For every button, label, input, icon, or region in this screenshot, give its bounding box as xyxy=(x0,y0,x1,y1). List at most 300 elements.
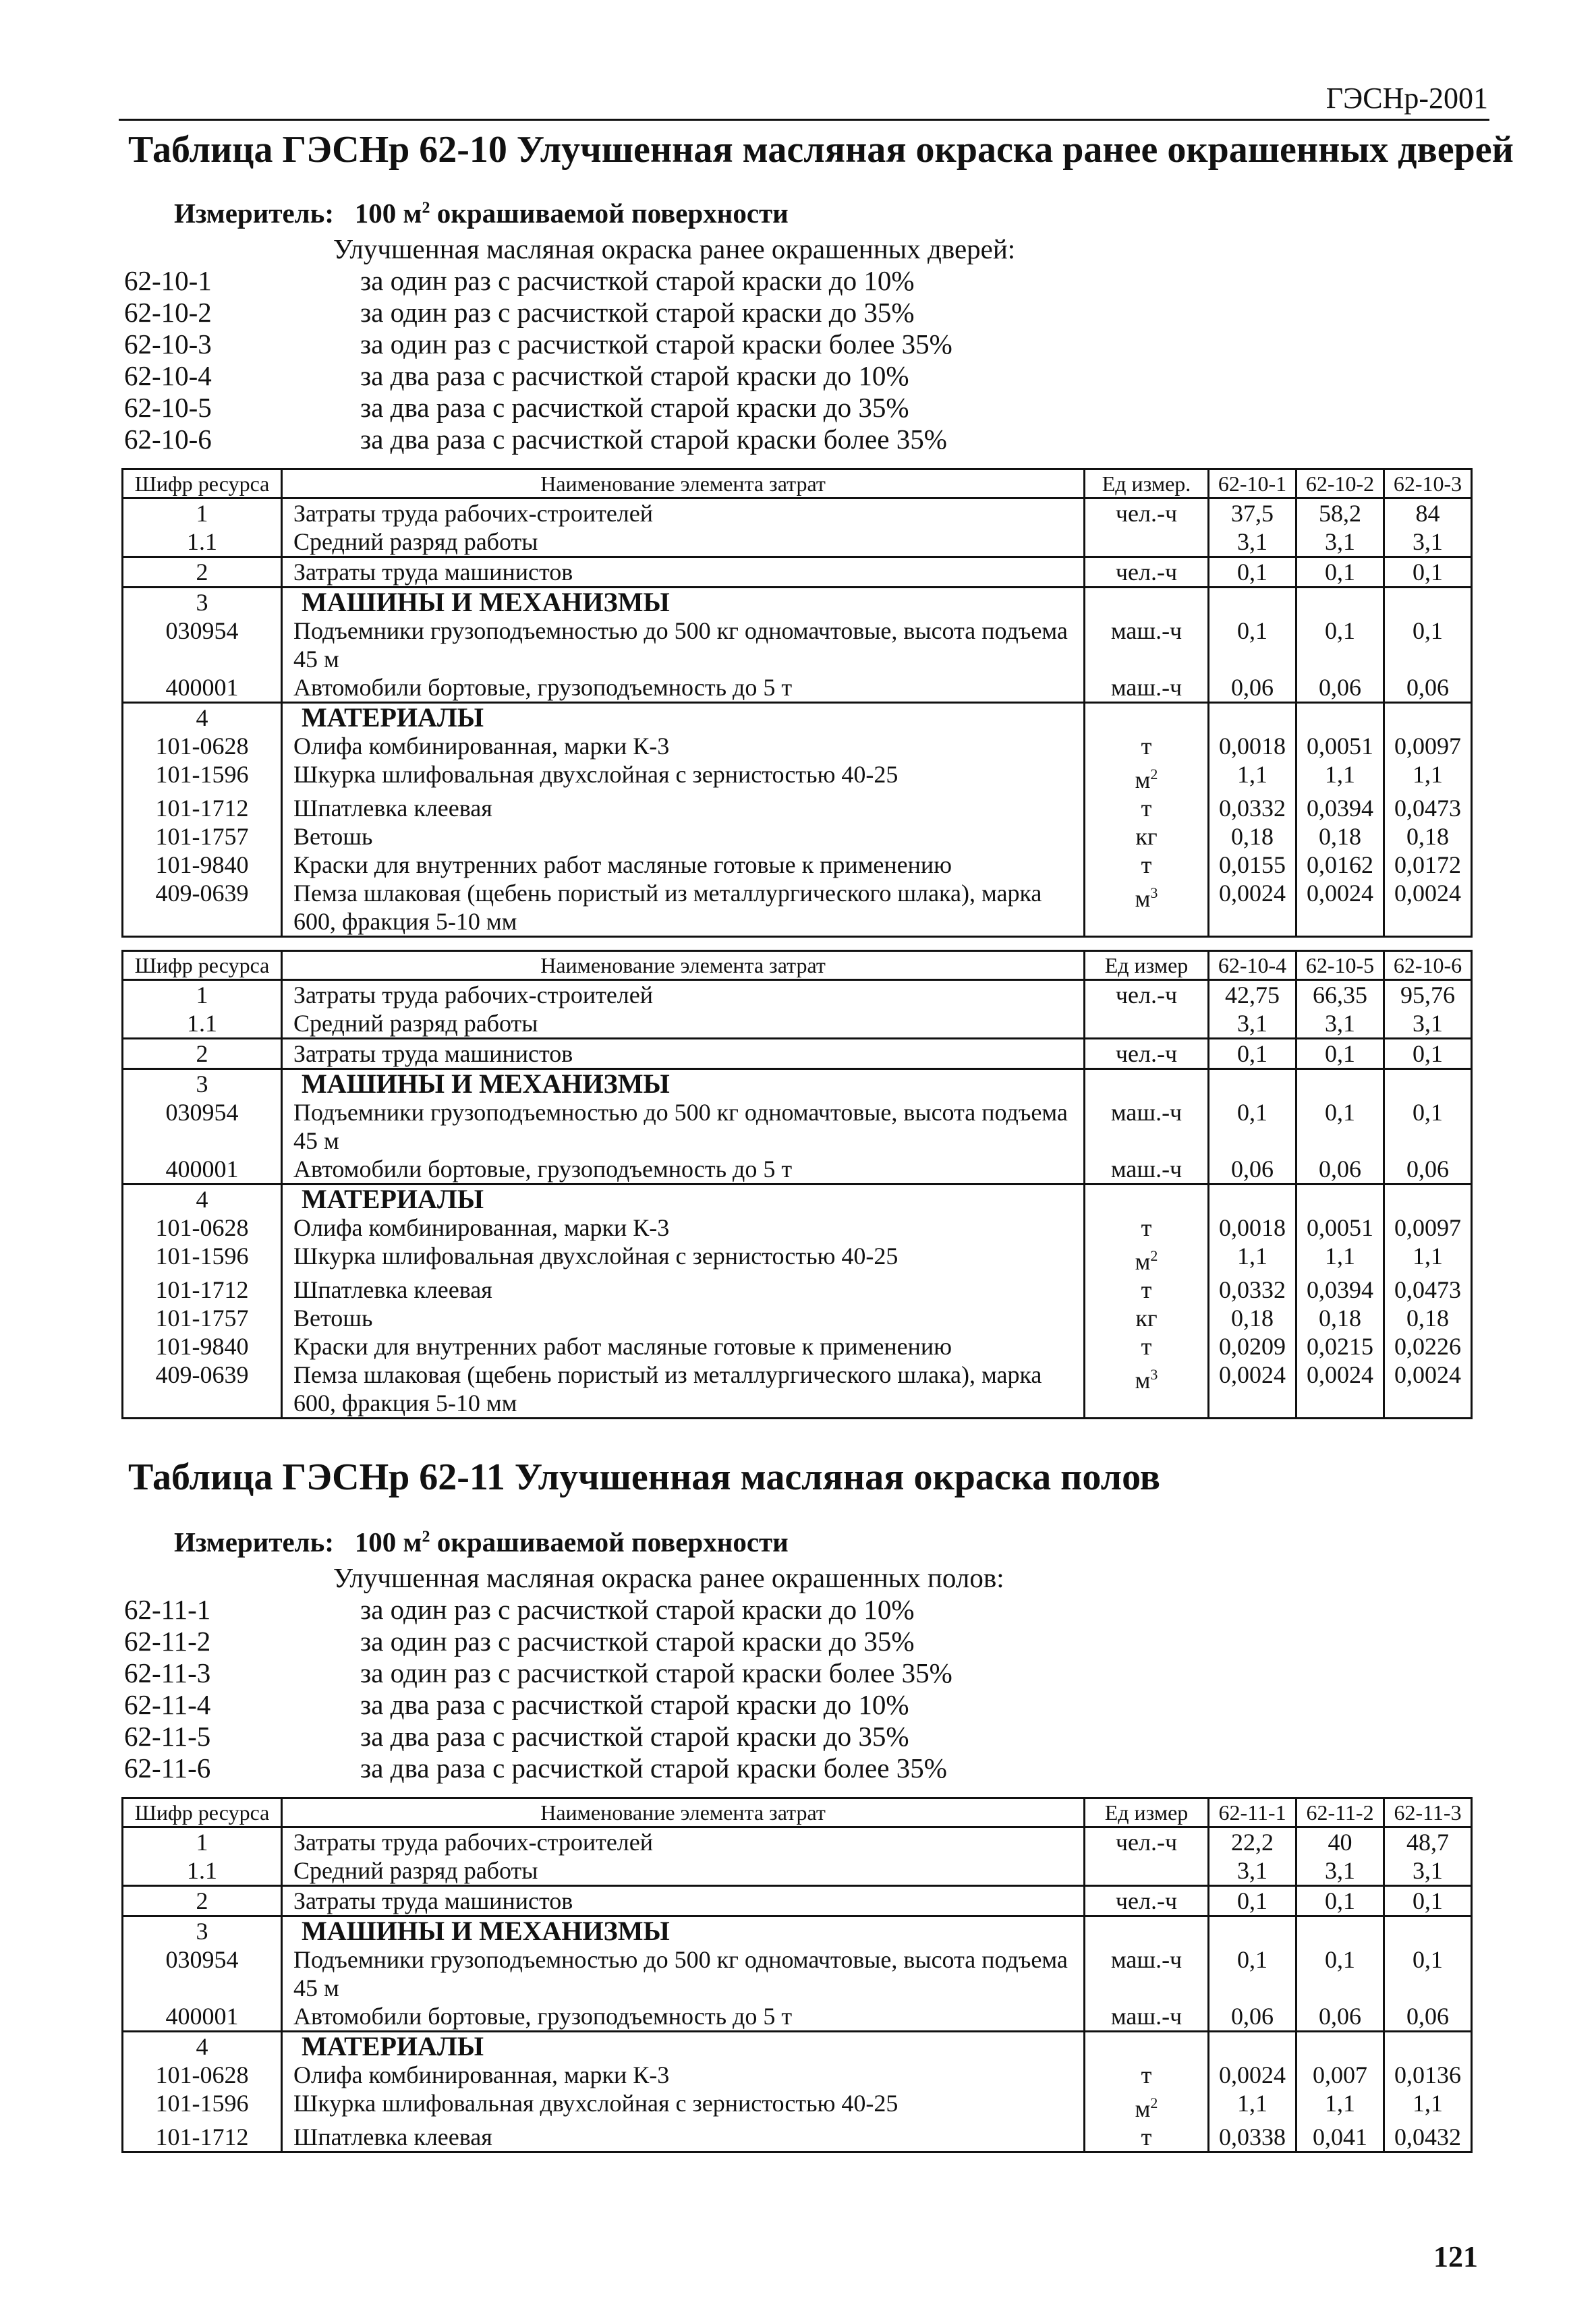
cost-element: Олифа комбинированная, марки К-3 xyxy=(293,1214,670,1241)
cost-element: Краски для внутренних работ масляные готовые к применению xyxy=(293,1333,952,1360)
norm-value: 1,1 xyxy=(1296,760,1384,794)
unit: чел.-ч xyxy=(1085,498,1209,528)
norm-value: 0,06 xyxy=(1384,2002,1472,2032)
unit-base: м xyxy=(1135,2095,1151,2122)
table-header-row xyxy=(123,951,1472,980)
unit-exponent: 2 xyxy=(1150,1247,1158,1264)
norm-table xyxy=(121,468,1473,938)
table-row xyxy=(123,2061,1472,2089)
unit: т xyxy=(1085,1214,1209,1242)
column-header: 62-11-1 xyxy=(1209,1798,1296,1827)
resource-code: 101-1712 xyxy=(123,2123,282,2152)
cost-element: Подъемники грузоподъемностью до 500 кг одномачтовые, высота подъема 45 м xyxy=(293,617,1068,673)
norm-value: 1,1 xyxy=(1209,760,1296,794)
resource-code: 101-1596 xyxy=(123,760,282,794)
unit xyxy=(1085,527,1209,557)
norm-value: 0,06 xyxy=(1296,1155,1384,1185)
work-description: за один раз с расчисткой старой краски до 10% xyxy=(360,265,915,296)
unit: т xyxy=(1085,794,1209,822)
unit xyxy=(1085,1856,1209,1886)
cost-element: Шкурка шлифовальная двухслойная с зернистостью 40-25 xyxy=(293,2090,899,2117)
norm-value: 0,0215 xyxy=(1296,1332,1384,1361)
norm-value: 0,0394 xyxy=(1296,1276,1384,1304)
norm-value: 0,18 xyxy=(1209,1304,1296,1332)
table-header-row xyxy=(123,1798,1472,1827)
header-rule xyxy=(119,119,1489,121)
norm-value: 0,1 xyxy=(1384,1098,1472,1155)
table-row xyxy=(123,1945,1472,2002)
resource-code: 1 xyxy=(123,1827,282,1857)
work-code: 62-10-4 xyxy=(124,360,212,391)
column-header: Наименование элемента затрат xyxy=(282,951,1085,980)
norm-value: 0,1 xyxy=(1209,1886,1296,1916)
work-list-item xyxy=(124,1689,1338,1721)
measurer-label: Измеритель: xyxy=(174,1527,335,1558)
resource-code: 400001 xyxy=(123,2002,282,2032)
cost-element: Шкурка шлифовальная двухслойная с зернистостью 40-25 xyxy=(293,1243,899,1269)
norm-value: 0,1 xyxy=(1209,557,1296,588)
norm-table xyxy=(121,1797,1473,2153)
cost-element: Шпатлевка клеевая xyxy=(293,795,492,822)
unit: маш.-ч xyxy=(1085,1945,1209,2002)
resource-code: 3 xyxy=(123,588,282,617)
norm-value xyxy=(1296,1916,1384,1946)
work-code: 62-11-3 xyxy=(124,1657,211,1688)
cost-element: Подъемники грузоподъемностью до 500 кг одномачтовые, высота подъема 45 м xyxy=(293,1946,1068,2001)
norm-value: 0,0024 xyxy=(1209,879,1296,937)
resource-code: 4 xyxy=(123,703,282,733)
norm-value: 1,1 xyxy=(1296,2089,1384,2123)
unit: маш.-ч xyxy=(1085,1098,1209,1155)
norm-value: 0,06 xyxy=(1209,1155,1296,1185)
work-list-item xyxy=(124,360,1338,392)
resource-code: 2 xyxy=(123,1886,282,1916)
norm-value: 0,1 xyxy=(1384,557,1472,588)
cost-element: Затраты труда рабочих-строителей xyxy=(293,1829,654,1856)
cost-element: Затраты труда рабочих-строителей xyxy=(293,981,654,1008)
resource-code: 101-0628 xyxy=(123,732,282,760)
unit xyxy=(1085,1185,1209,1214)
work-list-item xyxy=(124,265,1338,297)
unit-base: м xyxy=(1135,766,1151,793)
unit-base: м xyxy=(1135,1367,1151,1394)
resource-code: 400001 xyxy=(123,1155,282,1185)
norm-value: 0,0473 xyxy=(1384,1276,1472,1304)
work-description: за два раза с расчисткой старой краски более 35% xyxy=(360,424,947,455)
norm-value xyxy=(1209,2032,1296,2061)
norm-value: 0,0051 xyxy=(1296,732,1384,760)
norm-value: 0,0097 xyxy=(1384,732,1472,760)
norm-value xyxy=(1209,703,1296,733)
norm-value xyxy=(1384,703,1472,733)
table-row xyxy=(123,498,1472,528)
cost-element: МАТЕРИАЛЫ xyxy=(282,1185,1085,1214)
column-header: 62-11-2 xyxy=(1296,1798,1384,1827)
work-list-item xyxy=(124,1626,1338,1657)
resource-code: 101-0628 xyxy=(123,1214,282,1242)
column-header: Шифр ресурса xyxy=(123,1798,282,1827)
work-code: 62-10-6 xyxy=(124,424,212,455)
work-list-item xyxy=(124,329,1338,360)
resource-code: 4 xyxy=(123,2032,282,2061)
document-code: ГЭСНр-2001 xyxy=(1326,82,1488,115)
norm-value: 0,0024 xyxy=(1384,879,1472,937)
work-list-item xyxy=(124,424,1338,455)
measurer-value: 100 м xyxy=(354,1527,422,1558)
norm-value: 0,007 xyxy=(1296,2061,1384,2089)
norm-value xyxy=(1296,2032,1384,2061)
work-code: 62-11-5 xyxy=(124,1721,211,1752)
table-row xyxy=(123,822,1472,851)
table-row xyxy=(123,1039,1472,1069)
norm-value: 0,0473 xyxy=(1384,794,1472,822)
norm-value: 0,06 xyxy=(1296,2002,1384,2032)
norm-value xyxy=(1209,1069,1296,1099)
unit: т xyxy=(1085,851,1209,879)
work-list xyxy=(124,233,1338,455)
resource-code: 3 xyxy=(123,1069,282,1099)
table-title: Таблица ГЭСНр 62-10 Улучшенная масляная окраска ранее окрашенных дверей xyxy=(128,129,1514,171)
cost-element: МАТЕРИАЛЫ xyxy=(282,2032,1085,2061)
cost-element: Автомобили бортовые, грузоподъемность до 5 т xyxy=(293,674,793,701)
cost-element: МАШИНЫ И МЕХАНИЗМЫ xyxy=(282,1916,1085,1946)
work-list-item xyxy=(124,297,1338,329)
column-header: Ед измер xyxy=(1085,951,1209,980)
work-description: за один раз с расчисткой старой краски до 10% xyxy=(360,1594,915,1625)
norm-value: 0,1 xyxy=(1296,557,1384,588)
table-row xyxy=(123,980,1472,1010)
unit xyxy=(1085,2089,1209,2123)
work-description: за два раза с расчисткой старой краски более 35% xyxy=(360,1752,947,1784)
table-row xyxy=(123,2123,1472,2152)
norm-value: 66,35 xyxy=(1296,980,1384,1010)
norm-value: 0,1 xyxy=(1209,1945,1296,2002)
norm-value: 0,1 xyxy=(1296,1039,1384,1069)
norm-value: 0,0018 xyxy=(1209,1214,1296,1242)
resource-code: 4 xyxy=(123,1185,282,1214)
cost-element: Автомобили бортовые, грузоподъемность до 5 т xyxy=(293,1156,793,1182)
norm-value: 1,1 xyxy=(1296,1242,1384,1276)
table-row xyxy=(123,1332,1472,1361)
resource-code: 030954 xyxy=(123,1945,282,2002)
table-row xyxy=(123,732,1472,760)
measurer xyxy=(174,197,789,229)
column-header: Наименование элемента затрат xyxy=(282,469,1085,498)
work-description: за два раза с расчисткой старой краски до 10% xyxy=(360,1689,909,1720)
cost-element: Шкурка шлифовальная двухслойная с зернистостью 40-25 xyxy=(293,761,899,788)
resource-code: 3 xyxy=(123,1916,282,1946)
table-row xyxy=(123,2032,1472,2061)
measurer-sup: 2 xyxy=(422,1528,430,1546)
cost-element: МАШИНЫ И МЕХАНИЗМЫ xyxy=(282,588,1085,617)
norm-value: 0,0162 xyxy=(1296,851,1384,879)
norm-value: 0,0024 xyxy=(1296,1361,1384,1419)
norm-value: 0,0097 xyxy=(1384,1214,1472,1242)
norm-value: 0,1 xyxy=(1384,1945,1472,2002)
norm-value: 58,2 xyxy=(1296,498,1384,528)
unit xyxy=(1085,1009,1209,1039)
unit-exponent: 3 xyxy=(1150,884,1158,901)
measurer-rest: окрашиваемой поверхности xyxy=(430,198,789,229)
norm-value xyxy=(1384,2032,1472,2061)
work-description: за один раз с расчисткой старой краски до 35% xyxy=(360,1626,915,1657)
measurer xyxy=(174,1526,789,1558)
cost-element: МАШИНЫ И МЕХАНИЗМЫ xyxy=(282,1069,1085,1099)
resource-code: 101-1757 xyxy=(123,822,282,851)
cost-element: Затраты труда машинистов xyxy=(282,557,1085,588)
unit: т xyxy=(1085,1276,1209,1304)
table-row xyxy=(123,1214,1472,1242)
work-description: за один раз с расчисткой старой краски до 35% xyxy=(360,297,915,328)
norm-value: 0,1 xyxy=(1296,1886,1384,1916)
table-row xyxy=(123,851,1472,879)
cost-element: Пемза шлаковая (щебень пористый из металлургического шлака), марка 600, фракция 5-10 мм xyxy=(282,879,1085,937)
norm-value: 0,1 xyxy=(1296,617,1384,673)
norm-value: 0,1 xyxy=(1296,1098,1384,1155)
column-header: 62-10-5 xyxy=(1296,951,1384,980)
cost-element: Пемза шлаковая (щебень пористый из металлургического шлака), марка 600, фракция 5-10 мм xyxy=(282,1361,1085,1419)
table-row xyxy=(123,1827,1472,1857)
norm-value: 3,1 xyxy=(1209,1009,1296,1039)
work-description: за два раза с расчисткой старой краски до 35% xyxy=(360,1721,909,1752)
column-header: Шифр ресурса xyxy=(123,951,282,980)
column-header: Ед измер. xyxy=(1085,469,1209,498)
norm-value: 0,06 xyxy=(1209,673,1296,703)
norm-value: 0,18 xyxy=(1384,1304,1472,1332)
table-row xyxy=(123,673,1472,703)
cost-element: Средний разряд работы xyxy=(293,528,538,555)
norm-value: 0,041 xyxy=(1296,2123,1384,2152)
norm-value xyxy=(1384,1185,1472,1214)
column-header: 62-11-3 xyxy=(1384,1798,1472,1827)
work-code: 62-11-1 xyxy=(124,1594,211,1625)
norm-value: 3,1 xyxy=(1384,1009,1472,1039)
norm-value: 0,1 xyxy=(1209,1098,1296,1155)
cost-element: Олифа комбинированная, марки К-3 xyxy=(293,2061,670,2088)
norm-value: 0,18 xyxy=(1296,822,1384,851)
norm-value: 0,06 xyxy=(1384,1155,1472,1185)
resource-code: 409-0639 xyxy=(123,1361,282,1419)
unit: т xyxy=(1085,1332,1209,1361)
norm-value: 1,1 xyxy=(1209,2089,1296,2123)
table-row xyxy=(123,1069,1472,1099)
unit: маш.-ч xyxy=(1085,2002,1209,2032)
norm-value: 1,1 xyxy=(1384,1242,1472,1276)
norm-value: 1,1 xyxy=(1384,760,1472,794)
norm-value: 3,1 xyxy=(1296,1856,1384,1886)
norm-value xyxy=(1296,1185,1384,1214)
unit: т xyxy=(1085,732,1209,760)
table-row xyxy=(123,1185,1472,1214)
resource-code: 400001 xyxy=(123,673,282,703)
norm-table xyxy=(121,950,1473,1419)
cost-element: МАТЕРИАЛЫ xyxy=(282,703,1085,733)
norm-value: 0,1 xyxy=(1384,1039,1472,1069)
cost-element: Краски для внутренних работ масляные готовые к применению xyxy=(293,851,952,878)
work-list-item xyxy=(124,1657,1338,1689)
norm-value: 0,1 xyxy=(1296,1945,1384,2002)
norm-value: 0,0226 xyxy=(1384,1332,1472,1361)
unit: т xyxy=(1085,2061,1209,2089)
table-row xyxy=(123,1155,1472,1185)
unit: т xyxy=(1085,2123,1209,2152)
norm-value: 0,0024 xyxy=(1209,1361,1296,1419)
norm-value: 0,06 xyxy=(1209,2002,1296,2032)
unit: маш.-ч xyxy=(1085,673,1209,703)
measurer-rest: окрашиваемой поверхности xyxy=(430,1527,789,1558)
norm-value xyxy=(1384,1916,1472,1946)
norm-value: 0,0155 xyxy=(1209,851,1296,879)
work-description: за два раза с расчисткой старой краски до 10% xyxy=(360,360,909,391)
norm-value: 0,0432 xyxy=(1384,2123,1472,2152)
norm-value: 3,1 xyxy=(1384,1856,1472,1886)
cost-element: Подъемники грузоподъемностью до 500 кг одномачтовые, высота подъема 45 м xyxy=(293,1099,1068,1154)
work-list-intro: Улучшенная масляная окраска ранее окрашенных дверей: xyxy=(333,233,1016,264)
measurer-label: Измеритель: xyxy=(174,198,335,229)
table-row xyxy=(123,1916,1472,1946)
resource-code: 030954 xyxy=(123,617,282,673)
norm-value xyxy=(1209,1916,1296,1946)
column-header: 62-10-2 xyxy=(1296,469,1384,498)
column-header: Наименование элемента затрат xyxy=(282,1798,1085,1827)
unit-base: м xyxy=(1135,885,1151,912)
norm-value: 22,2 xyxy=(1209,1827,1296,1857)
norm-value: 84 xyxy=(1384,498,1472,528)
work-code: 62-10-5 xyxy=(124,392,212,423)
cost-element: Ветошь xyxy=(293,823,373,850)
table-row xyxy=(123,1886,1472,1916)
unit: маш.-ч xyxy=(1085,617,1209,673)
table-row xyxy=(123,2089,1472,2123)
norm-value: 0,06 xyxy=(1296,673,1384,703)
unit xyxy=(1085,1242,1209,1276)
unit: маш.-ч xyxy=(1085,1155,1209,1185)
work-description: за один раз с расчисткой старой краски более 35% xyxy=(360,329,952,360)
table-row xyxy=(123,760,1472,794)
column-header: Ед измер xyxy=(1085,1798,1209,1827)
table-row xyxy=(123,794,1472,822)
norm-value: 0,0394 xyxy=(1296,794,1384,822)
table-row xyxy=(123,1098,1472,1155)
resource-code: 101-1596 xyxy=(123,2089,282,2123)
cost-element: Олифа комбинированная, марки К-3 xyxy=(293,733,670,760)
column-header: 62-10-6 xyxy=(1384,951,1472,980)
norm-value: 1,1 xyxy=(1384,2089,1472,2123)
unit xyxy=(1085,760,1209,794)
work-code: 62-10-2 xyxy=(124,297,212,328)
work-description: за два раза с расчисткой старой краски до 35% xyxy=(360,392,909,423)
resource-code: 101-1757 xyxy=(123,1304,282,1332)
cost-element: Затраты труда рабочих-строителей xyxy=(293,500,654,527)
cost-element: Шпатлевка клеевая xyxy=(282,2123,1085,2152)
work-code: 62-11-6 xyxy=(124,1752,211,1784)
norm-value: 37,5 xyxy=(1209,498,1296,528)
norm-value xyxy=(1384,588,1472,617)
table-title: Таблица ГЭСНр 62-11 Улучшенная масляная окраска полов xyxy=(128,1456,1160,1498)
work-code: 62-10-3 xyxy=(124,329,212,360)
cost-element: Средний разряд работы xyxy=(293,1857,538,1884)
norm-value: 0,0051 xyxy=(1296,1214,1384,1242)
table-row xyxy=(123,1856,1472,1886)
unit: чел.-ч xyxy=(1085,980,1209,1010)
resource-code: 101-1712 xyxy=(123,1276,282,1304)
norm-value xyxy=(1384,1069,1472,1099)
table-row xyxy=(123,2002,1472,2032)
norm-value: 0,0024 xyxy=(1384,1361,1472,1419)
cost-element: Затраты труда машинистов xyxy=(282,1039,1085,1069)
unit: кг xyxy=(1085,1304,1209,1332)
column-header: 62-10-4 xyxy=(1209,951,1296,980)
unit: чел.-ч xyxy=(1085,1827,1209,1857)
norm-value xyxy=(1209,588,1296,617)
table-row xyxy=(123,557,1472,588)
unit xyxy=(1085,1069,1209,1099)
unit-exponent: 2 xyxy=(1150,2094,1158,2111)
work-list-item xyxy=(124,1721,1338,1752)
unit xyxy=(1085,1916,1209,1946)
resource-code: 2 xyxy=(123,1039,282,1069)
unit xyxy=(1085,2032,1209,2061)
norm-value: 40 xyxy=(1296,1827,1384,1857)
table-row xyxy=(123,1304,1472,1332)
norm-value: 0,0172 xyxy=(1384,851,1472,879)
resource-code: 1.1 xyxy=(123,1856,282,1886)
norm-value: 0,1 xyxy=(1384,1886,1472,1916)
column-header: 62-10-3 xyxy=(1384,469,1472,498)
resource-code: 1.1 xyxy=(123,527,282,557)
norm-value: 0,0136 xyxy=(1384,2061,1472,2089)
table-row xyxy=(123,588,1472,617)
norm-value xyxy=(1296,1069,1384,1099)
table-row xyxy=(123,1242,1472,1276)
work-list-intro: Улучшенная масляная окраска ранее окрашенных полов: xyxy=(333,1562,1004,1593)
table-row xyxy=(123,527,1472,557)
resource-code: 101-9840 xyxy=(123,1332,282,1361)
work-code: 62-10-1 xyxy=(124,265,212,296)
page-number: 121 xyxy=(1433,2240,1478,2273)
cost-element: Средний разряд работы xyxy=(293,1010,538,1037)
norm-value: 0,18 xyxy=(1209,822,1296,851)
table-header-row xyxy=(123,469,1472,498)
table-row xyxy=(123,1009,1472,1039)
norm-value: 0,0018 xyxy=(1209,732,1296,760)
norm-value: 0,0024 xyxy=(1296,879,1384,937)
norm-value: 0,0338 xyxy=(1209,2123,1296,2152)
norm-value xyxy=(1296,588,1384,617)
work-code: 62-11-2 xyxy=(124,1626,211,1657)
cost-element: Шпатлевка клеевая xyxy=(293,1276,492,1303)
norm-value: 3,1 xyxy=(1296,1009,1384,1039)
work-description: за один раз с расчисткой старой краски более 35% xyxy=(360,1657,952,1688)
norm-value: 0,0332 xyxy=(1209,794,1296,822)
work-list-item xyxy=(124,1752,1338,1784)
resource-code: 1 xyxy=(123,980,282,1010)
work-list-item xyxy=(124,1594,1338,1626)
resource-code: 101-1596 xyxy=(123,1242,282,1276)
unit xyxy=(1085,1361,1209,1419)
resource-code: 1 xyxy=(123,498,282,528)
norm-value xyxy=(1296,703,1384,733)
resource-code: 101-1712 xyxy=(123,794,282,822)
norm-value: 3,1 xyxy=(1296,527,1384,557)
table-row xyxy=(123,1361,1472,1419)
unit: чел.-ч xyxy=(1085,1886,1209,1916)
measurer-value: 100 м xyxy=(354,198,422,229)
unit-exponent: 3 xyxy=(1150,1366,1158,1383)
norm-value: 0,18 xyxy=(1384,822,1472,851)
work-code: 62-11-4 xyxy=(124,1689,211,1720)
norm-value: 0,0209 xyxy=(1209,1332,1296,1361)
